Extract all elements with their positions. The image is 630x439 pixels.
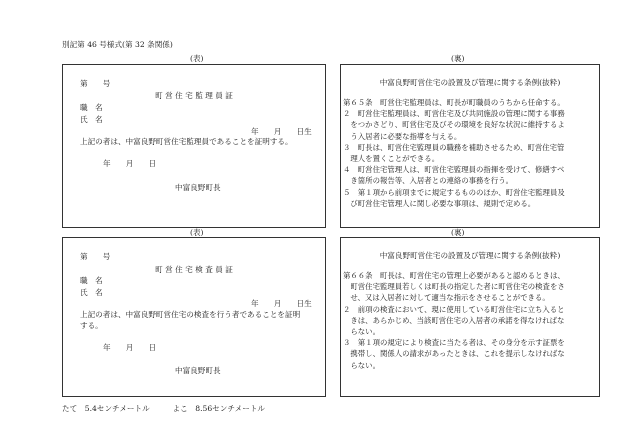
certification-statement: 上記の者は、中富良野町営住宅監理員であることを証明する。 [80,137,293,146]
front-label: (表) [190,228,204,237]
ordinance-line: き箇所の報告等、入居者との連絡の事務を行う。 [343,176,513,186]
certification-statement-cont: する。 [80,321,103,330]
ordinance-line: う入居者に必要な指導を与える。 [343,131,462,141]
ordinance-line: び町営住宅管理人に関し必要な事項は、規則で定める。 [343,198,536,208]
ordinance-line: らない。 [343,360,380,370]
ordinance-title: 中富良野町営住宅の設置及び管理に関する条例(抜粋) [379,251,561,260]
card-dimensions-note: たて 5.4センチメートル よこ 8.56センチメートル [62,404,266,413]
ordinance-line: 理人を置くことができる。 [343,154,440,164]
ordinance-line: ２ 前項の検査において、現に使用している町営住宅に立ち入ると [343,304,565,314]
front-label: (表) [190,54,204,63]
ordinance-line: せ、又は入居者に対して適当な指示をさせることができる。 [343,293,550,303]
job-title-field: 職 名 [80,276,103,285]
form-header: 別記第 46 号様式(第 32 条関係) [62,40,173,49]
inspector-card-front [62,237,326,397]
card-title: 町 営 住 宅 監 理 員 証 [155,91,233,100]
ordinance-line: らない。 [343,327,380,337]
card-title: 町 営 住 宅 検 査 員 証 [155,265,233,274]
birth-date-field: 年 月 日生 [251,127,312,136]
issue-date: 年 月 日 [103,343,157,352]
card-number: 第 号 [80,79,111,88]
ordinance-line: 町営住宅監理員若しくは町長の指定した者に町営住宅の検査をさ [343,282,565,292]
ordinance-line: をつかさどり、町営住宅及びその環境を良好な状況に維持するよ [343,120,565,130]
ordinance-line: 第６６条 町長は、町営住宅の管理上必要があると認めるときは、 [343,271,565,280]
ordinance-title: 中富良野町営住宅の設置及び管理に関する条例(抜粋) [379,78,561,87]
ordinance-line: 第６５条 町営住宅監理員は、町長が町職員のうちから任命する。 [343,98,565,107]
ordinance-line: ３ 第１項の規定により検査に当たる者は、その身分を示す証票を [343,338,565,348]
certification-statement: 上記の者は、中富良野町営住宅の検査を行う者であることを証明 [80,310,301,319]
ordinance-text [343,97,565,209]
supervisor-card-front [62,64,326,228]
issuer: 中富良野町長 [175,183,221,192]
issuer: 中富良野町長 [175,366,221,375]
ordinance-line: ５ 第１項から前項までに規定するもののほか、町営住宅監理員及 [343,187,565,197]
job-title-field: 職 名 [80,103,103,112]
supervisor-card-back [340,64,600,228]
back-label: (裏) [451,54,465,63]
card-number: 第 号 [80,252,111,261]
issue-date: 年 月 日 [103,159,157,168]
ordinance-line: ４ 町営住宅管理人は、町営住宅監理員の指揮を受けて、修繕すべ [343,165,565,175]
name-field: 氏 名 [80,288,103,297]
back-label: (裏) [451,228,465,237]
inspector-card-back [340,237,600,397]
ordinance-line: ２ 町営住宅監理員は、町営住宅及び共同施設の管理に関する事務 [343,109,565,119]
birth-date-field: 年 月 日生 [251,299,312,308]
ordinance-line: 携帯し、関係人の請求があったときは、これを提示しなければな [343,349,565,359]
ordinance-line: ３ 町長は、町営住宅監理員の職務を補助させるため、町営住宅管 [343,142,565,152]
name-field: 氏 名 [80,115,103,124]
ordinance-line: きは、あらかじめ、当該町営住宅の入居者の承諾を得なければな [343,315,565,325]
ordinance-text [343,270,565,371]
